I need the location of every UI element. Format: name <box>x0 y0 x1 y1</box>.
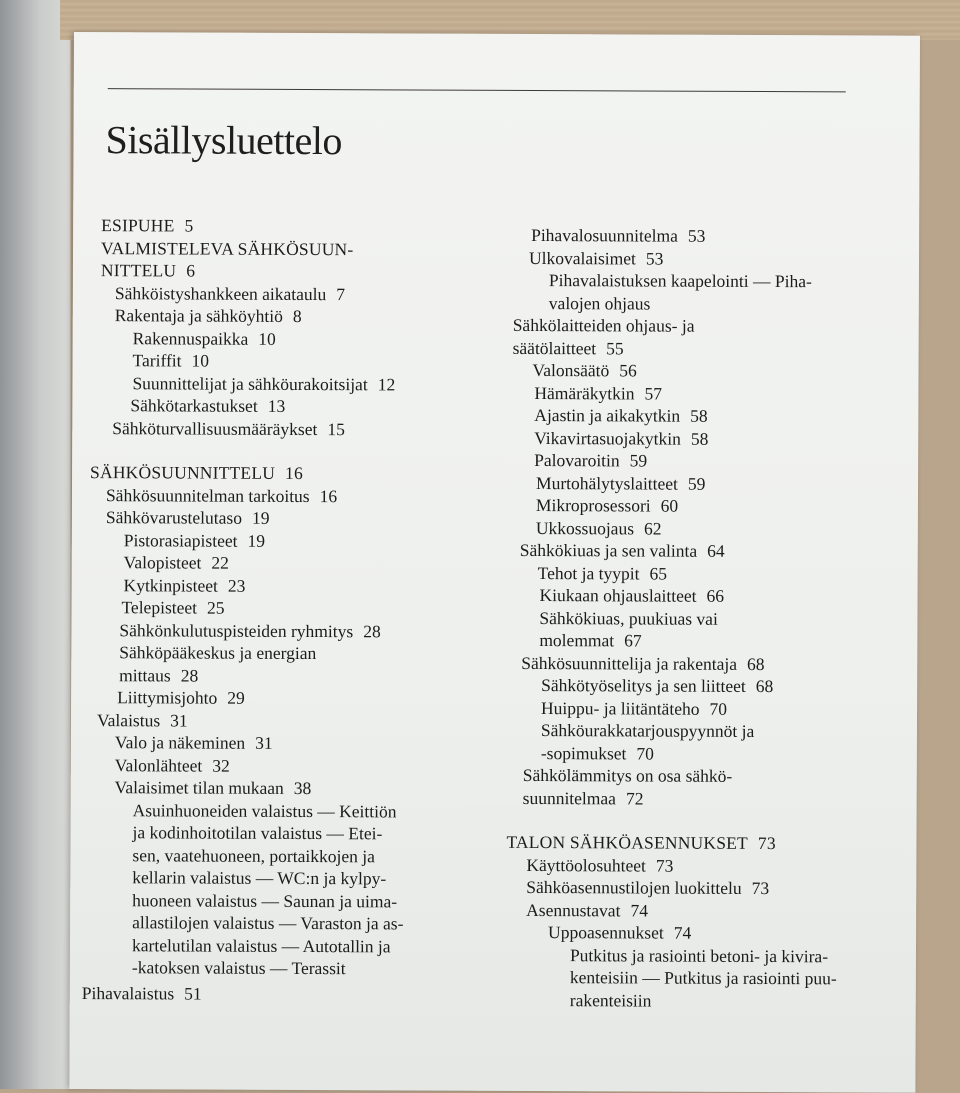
toc-entry: Putkitus ja rasiointi betoni- ja kivira- <box>569 944 829 966</box>
toc-entry: Pihavalaistuksen kaapelointi — Piha- <box>548 270 812 292</box>
toc-entry: Huippu- ja liitäntäteho 70 <box>541 697 728 719</box>
toc-entry: Suunnittelijat ja sähköurakoitsijat 12 <box>132 372 396 394</box>
toc-entry: Sähköasennustilojen luokittelu 73 <box>526 876 770 899</box>
toc-entry: Sähkötyöselitys ja sen liitteet 68 <box>541 675 774 697</box>
toc-entry: Valo ja näkeminen 31 <box>114 732 273 753</box>
toc-entry: Pihavalaistus 51 <box>81 982 202 1004</box>
toc-left-column <box>82 214 485 1006</box>
toc-paragraph <box>82 799 481 981</box>
toc-entry: Sähkötarkastukset 13 <box>130 395 286 416</box>
toc-entry: valojen ohjaus <box>548 292 651 314</box>
toc-entry: Tehot ja tyypit 65 <box>537 562 668 584</box>
toc-line: allastilojen valaistus — Varaston ja as- <box>132 912 404 934</box>
toc-entry: Sähkölaitteiden ohjaus- ja <box>512 314 695 336</box>
toc-entry: Uppoasennukset 74 <box>548 922 692 943</box>
toc-entry: Valopisteet 22 <box>123 552 229 573</box>
toc-entry: Kiukaan ohjauslaitteet 66 <box>539 585 725 606</box>
toc-entry: Sähköurakkatarjouspyynnöt ja <box>540 720 755 741</box>
toc-right-column <box>506 224 869 1013</box>
toc-entry: SÄHKÖSUUNNITTELU 16 <box>90 462 304 484</box>
toc-entry: Sähkökiuas, puukiuas vai <box>539 607 718 629</box>
toc-entry: Ajastin ja aikakytkin 58 <box>534 405 708 426</box>
toc-entry: Rakennuspaikka 10 <box>132 327 276 349</box>
header-rule <box>108 88 846 92</box>
toc-entry: Sähkösuunnitelman tarkoitus 16 <box>105 484 338 506</box>
toc-entry: rakenteisiin <box>569 989 652 1011</box>
toc-entry: Kytkinpisteet 23 <box>123 574 246 596</box>
toc-entry: Hämäräkytkin 57 <box>534 382 663 404</box>
book-page <box>69 32 920 1093</box>
toc-line: ja kodinhoitotilan valaistus — Etei- <box>132 822 383 844</box>
toc-entry: Sähkölämmitys on osa sähkö- <box>522 764 733 786</box>
toc-entry: Ukkossuojaus 62 <box>535 517 662 539</box>
toc-entry: Sähköistyshankkeen aikataulu 7 <box>114 282 346 304</box>
toc-entry: Liittymisjohto 29 <box>117 687 245 708</box>
toc-entry: Rakentaja ja sähköyhtiö 8 <box>114 305 302 326</box>
toc-line: -katoksen valaistus — Terassit <box>131 957 346 979</box>
toc-entry: -sopimukset 70 <box>540 742 654 764</box>
toc-entry: Pistorasiapisteet 19 <box>123 529 266 551</box>
toc-entry: Sähköpääkeskus ja energian <box>119 642 317 664</box>
toc-entry: Telepisteet 25 <box>121 597 225 618</box>
toc-entry: Sähkönkulutuspisteiden ryhmitys 28 <box>119 619 381 641</box>
toc-line: huoneen valaistus — Saunan ja uima- <box>132 889 398 911</box>
toc-entry: Sähkösuunnittelija ja rakentaja 68 <box>521 652 765 674</box>
toc-entry: molemmat 67 <box>539 630 642 651</box>
toc-entry: Valaistus 31 <box>96 709 188 731</box>
toc-line: kellarin valaistus — WC:n ja kylpy- <box>132 867 387 889</box>
toc-entry: Palovaroitin 59 <box>534 450 648 471</box>
toc-line: kartelutilan valaistus — Autotallin ja <box>131 934 391 956</box>
toc-entry: Valaisimet tilan mukaan 38 <box>114 777 312 799</box>
toc-entry: Mikroprosessori 60 <box>535 495 679 516</box>
toc-entry: suunnitelmaa 72 <box>522 787 644 808</box>
toc-entry: Käyttöolosuhteet 73 <box>526 854 674 876</box>
toc-entry: Valonsäätö 56 <box>532 360 637 381</box>
toc-entry: VALMISTELEVA SÄHKÖSUUN- <box>101 237 354 259</box>
toc-entry: ESIPUHE 5 <box>101 215 194 236</box>
toc-entry: Sähkövarustelutaso 19 <box>105 507 270 528</box>
toc-entry: Murtohälytyslaitteet 59 <box>535 472 706 494</box>
toc-entry: Vikavirtasuojakytkin 58 <box>534 427 709 449</box>
toc-entry: Valonlähteet 32 <box>114 754 230 776</box>
toc-entry: Tariffit 10 <box>132 350 210 371</box>
toc-entry: Pihavalosuunnitelma 53 <box>531 224 706 246</box>
page-title: Sisällysluettelo <box>105 117 343 164</box>
toc-entry: mittaus 28 <box>119 664 199 686</box>
toc-entry: TALON SÄHKÖASENNUKSET 73 <box>506 831 776 854</box>
toc-line: Asuinhuoneiden valaistus — Keittiön <box>132 799 397 821</box>
toc-entry: Sähköturvallisuusmääräykset 15 <box>112 417 345 439</box>
toc-entry: NITTELU 6 <box>100 260 196 281</box>
toc-entry: Ulkovalaisimet 53 <box>528 247 664 269</box>
toc-entry: kenteisiin — Putkitus ja rasiointi puu- <box>569 967 837 989</box>
toc-line: sen, vaatehuoneen, portaikkojen ja <box>132 844 375 866</box>
toc-entry: Asennustavat 74 <box>526 899 649 921</box>
toc-entry: säätölaitteet 55 <box>512 337 624 358</box>
toc-entry: Sähkökiuas ja sen valinta 64 <box>519 539 725 561</box>
